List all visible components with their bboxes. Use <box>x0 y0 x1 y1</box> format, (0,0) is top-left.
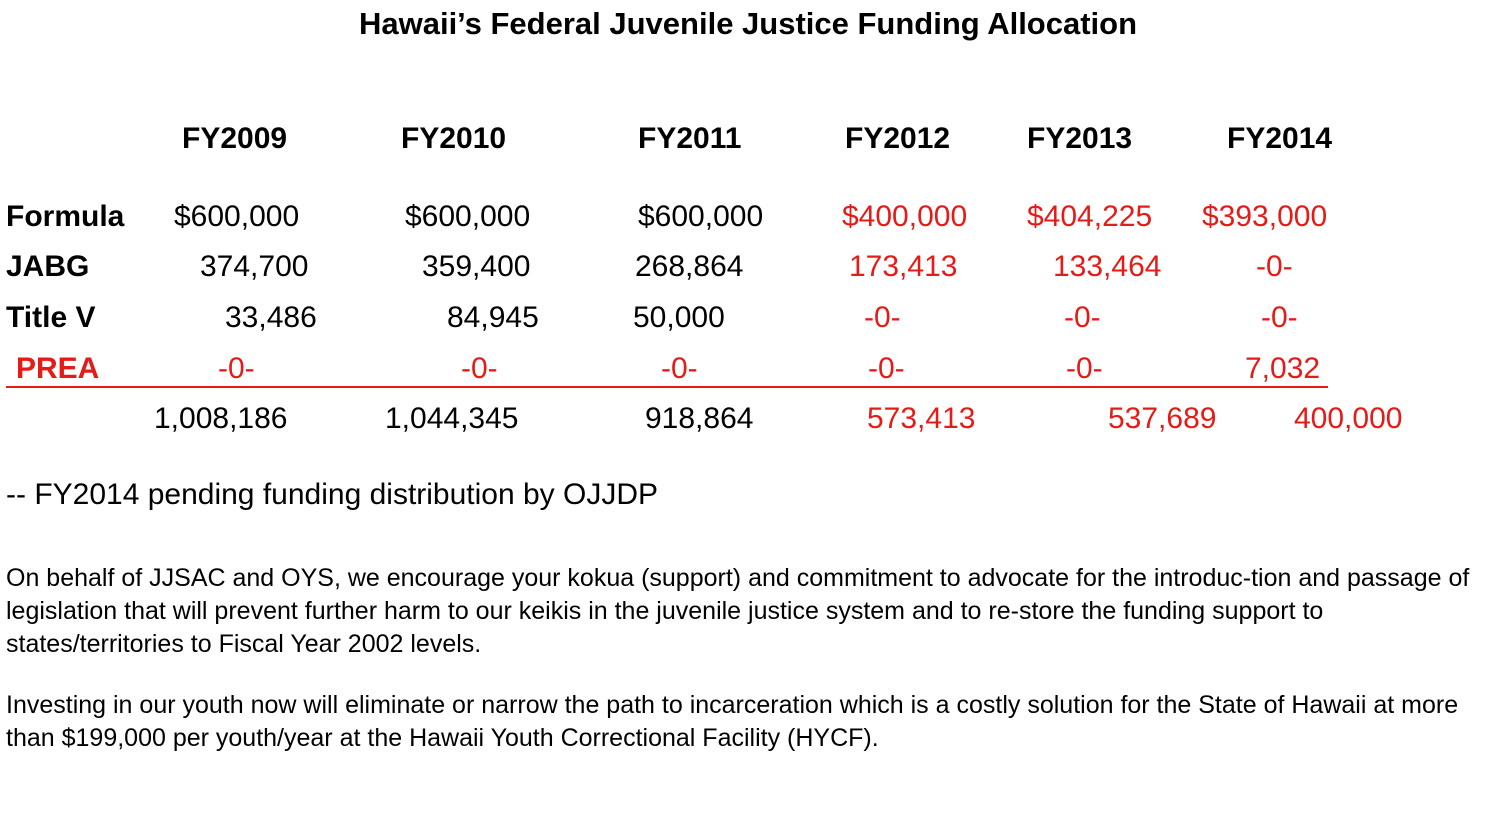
table-cell: -0- <box>868 352 905 385</box>
row-label-prea: PREA <box>16 352 100 385</box>
table-cell: $600,000 <box>405 200 531 233</box>
col-header-fy2014: FY2014 <box>1227 122 1333 155</box>
table-cell: 7,032 <box>1245 352 1321 385</box>
total-cell: 1,044,345 <box>385 402 519 435</box>
table-cell: -0- <box>218 352 255 385</box>
table-cell: 50,000 <box>633 301 725 334</box>
total-cell: 537,689 <box>1108 402 1217 435</box>
table-cell: 133,464 <box>1053 250 1162 283</box>
table-cell: $400,000 <box>842 200 968 233</box>
table-cell: $393,000 <box>1202 200 1328 233</box>
table-cell: 359,400 <box>422 250 531 283</box>
table-cell: 84,945 <box>447 301 539 334</box>
investment-paragraph: Investing in our youth now will eliminate or narrow the path to incarceration which is a costly solution for the State of Hawaii at more than $199,000 per youth/year at the Hawaii Youth Correctional Facility (HYCF). <box>6 691 1459 752</box>
advocacy-paragraph: On behalf of JJSAC and OYS, we encourage your kokua (support) and commitment to advocate for the introduc-tion and passage of legislation that will prevent further harm to our keikis in the juvenile justice system and to re-store the funding support to states/territories to Fiscal Year 2002 levels. <box>6 564 1470 658</box>
table-cell: $404,225 <box>1027 200 1153 233</box>
table-cell: -0- <box>864 301 901 334</box>
col-header-fy2013: FY2013 <box>1027 122 1133 155</box>
total-cell: 400,000 <box>1294 402 1403 435</box>
col-header-fy2011: FY2011 <box>638 122 742 155</box>
table-cell: -0- <box>661 352 698 385</box>
row-label-title-v: Title V <box>6 301 96 334</box>
row-label-jabg: JABG <box>6 250 90 283</box>
col-header-fy2009: FY2009 <box>182 122 288 155</box>
total-underline <box>6 386 1328 388</box>
col-header-fy2012: FY2012 <box>845 122 951 155</box>
row-label-formula: Formula <box>6 200 125 233</box>
table-cell: -0- <box>1066 352 1103 385</box>
table-cell: $600,000 <box>174 200 300 233</box>
table-cell: -0- <box>1256 250 1293 283</box>
table-cell: -0- <box>1261 301 1298 334</box>
table-cell: $600,000 <box>638 200 764 233</box>
table-cell: 33,486 <box>225 301 317 334</box>
total-cell: 573,413 <box>867 402 976 435</box>
table-cell: 268,864 <box>635 250 744 283</box>
total-cell: 918,864 <box>645 402 754 435</box>
table-cell: 374,700 <box>200 250 309 283</box>
page-title: Hawaii’s Federal Juvenile Justice Funding Allocation <box>358 6 1138 41</box>
table-cell: 173,413 <box>849 250 958 283</box>
col-header-fy2010: FY2010 <box>401 122 507 155</box>
table-cell: -0- <box>1064 301 1101 334</box>
table-cell: -0- <box>461 352 498 385</box>
pending-note: -- FY2014 pending funding distribution by OJJDP <box>6 478 659 511</box>
total-cell: 1,008,186 <box>154 402 288 435</box>
